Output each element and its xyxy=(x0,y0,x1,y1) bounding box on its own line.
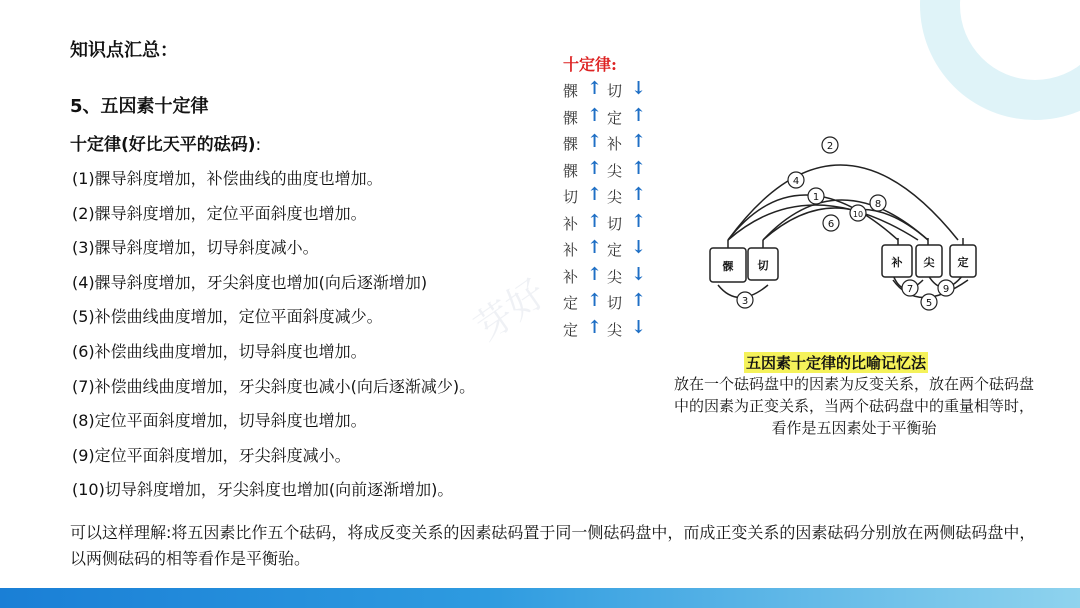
arrow-icon: ↑ xyxy=(631,131,647,152)
law-item: (4)髁导斜度增加，牙尖斜度也增加(向后逐渐增加) xyxy=(72,272,428,292)
mnemonic-factor-right: 补 xyxy=(607,135,623,153)
weight-label-compensation: 补 xyxy=(891,256,903,269)
mnemonic-factor-left: 切 xyxy=(563,188,579,206)
num-7: 7 xyxy=(906,284,914,295)
law-item: (6)补偿曲线曲度增加，切导斜度也增加。 xyxy=(72,342,367,361)
arrow-icon: ↑ xyxy=(587,263,603,285)
mnemonic-factor-left: 补 xyxy=(563,267,579,286)
mnemonic-factor-right: 切 xyxy=(607,214,623,233)
subheading-colon: : xyxy=(255,135,262,155)
num-8: 8 xyxy=(874,199,882,210)
weight-label-plane: 定 xyxy=(957,256,969,269)
weight-label-incisal: 切 xyxy=(757,259,769,272)
mnemonic-factor-right: 切 xyxy=(607,82,623,100)
arrow-icon: ↑ xyxy=(587,290,603,311)
arrow-icon: ↑ xyxy=(587,237,603,258)
arrow-icon: ↑ xyxy=(631,104,647,126)
mnemonic-row xyxy=(563,104,653,131)
arrow-icon: ↓ xyxy=(631,263,647,285)
mnemonic-title: 十定律: xyxy=(563,55,617,74)
num-2: 2 xyxy=(826,141,834,152)
law-item: (5)补偿曲线曲度增加，定位平面斜度减少。 xyxy=(72,307,383,327)
mnemonic-factor-right: 尖 xyxy=(607,267,623,286)
num-3: 3 xyxy=(741,296,749,307)
arrow-icon: ↓ xyxy=(631,316,647,338)
mnemonic-factor-right: 定 xyxy=(607,108,623,127)
arrow-icon: ↑ xyxy=(587,78,603,99)
num-5: 5 xyxy=(925,298,933,309)
mnemonic-row xyxy=(563,80,653,104)
num-6: 6 xyxy=(827,219,835,230)
mnemonic-factor-right: 尖 xyxy=(607,161,623,180)
caption-title: 五因素十定律的比喻记忆法 xyxy=(746,354,927,372)
mnemonic-factor-left: 髁 xyxy=(563,135,579,153)
weight-label-cusp: 尖 xyxy=(923,256,935,269)
arrow-icon: ↑ xyxy=(587,157,603,179)
mnemonic-row xyxy=(563,186,653,210)
arrow-icon: ↑ xyxy=(587,210,603,232)
mnemonic-factor-right: 定 xyxy=(607,241,623,259)
mnemonic-row xyxy=(563,292,653,316)
num-4: 4 xyxy=(792,176,800,187)
mnemonic-row xyxy=(563,316,653,343)
arrow-icon: ↓ xyxy=(631,237,647,258)
mnemonic-panel xyxy=(555,48,655,348)
arrow-icon: ↑ xyxy=(587,184,603,205)
mnemonic-factor-left: 补 xyxy=(563,241,579,259)
mnemonic-row xyxy=(563,210,653,237)
law-item: (1)髁导斜度增加，补偿曲线的曲度也增加。 xyxy=(72,169,383,188)
law-item: (3)髁导斜度增加，切导斜度减小。 xyxy=(72,238,319,258)
section-heading: 5、五因素十定律 xyxy=(70,96,209,117)
law-item: (9)定位平面斜度增加，牙尖斜度减小。 xyxy=(72,445,351,465)
subheading-text: 十定律(好比天平的砝码) xyxy=(70,135,256,155)
arc-8 xyxy=(763,200,928,240)
law-item: (7)补偿曲线曲度增加，牙尖斜度也减小(向后逐渐减少)。 xyxy=(72,376,476,396)
law-item: (8)定位平面斜度增加，切导斜度也增加。 xyxy=(72,411,367,431)
law-item: (2)髁导斜度增加，定位平面斜度也增加。 xyxy=(72,203,367,223)
mnemonic-factor-right: 尖 xyxy=(607,188,623,206)
arrow-icon: ↑ xyxy=(631,290,647,311)
num-1: 1 xyxy=(812,192,820,203)
bottom-accent-bar xyxy=(0,588,1080,608)
page-title: 知识点汇总： xyxy=(70,40,178,61)
mnemonic-factor-left: 定 xyxy=(563,320,579,339)
mnemonic-row xyxy=(563,157,653,184)
mnemonic-factor-left: 髁 xyxy=(563,82,579,100)
arrow-icon: ↓ xyxy=(631,78,647,99)
mnemonic-factor-right: 尖 xyxy=(607,320,623,339)
mnemonic-row xyxy=(563,133,653,157)
balance-diagram xyxy=(688,110,1018,320)
mnemonic-factor-left: 定 xyxy=(563,294,579,312)
mnemonic-factor-left: 髁 xyxy=(563,108,579,127)
mnemonic-row xyxy=(563,263,653,290)
arrow-icon: ↑ xyxy=(631,184,647,205)
arrow-icon: ↑ xyxy=(587,104,603,126)
weight-label-condylar: 髁 xyxy=(722,260,734,273)
summary-paragraph: 可以这样理解:将五因素比作五个砝码，将成反变关系的因素砝码置于同一侧砝码盘中，而成正变关系的因素砝码分别放在两侧砝码盘中，以两侧砝码的相等看作是平衡骀。 xyxy=(70,523,1036,568)
num-9: 9 xyxy=(942,284,950,295)
mnemonic-factor-right: 切 xyxy=(607,294,623,312)
arrow-icon: ↑ xyxy=(587,131,603,152)
arrow-icon: ↑ xyxy=(631,157,647,179)
caption-body: 放在一个砝码盘中的因素为反变关系，放在两个砝码盘中的因素为正变关系，当两个砝码盘中的重量相等时，看作是五因素处于平衡骀 xyxy=(673,375,1034,437)
mnemonic-row xyxy=(563,239,653,263)
watermark: 芽好 xyxy=(466,270,554,351)
arrow-icon: ↑ xyxy=(587,316,603,338)
num-10: 10 xyxy=(852,210,864,219)
law-item: (10)切导斜度增加，牙尖斜度也增加(向前逐渐增加)。 xyxy=(72,480,454,500)
arrow-icon: ↑ xyxy=(631,210,647,232)
mnemonic-factor-left: 补 xyxy=(563,214,579,233)
subheading xyxy=(70,130,261,155)
mnemonic-factor-left: 髁 xyxy=(563,161,579,180)
